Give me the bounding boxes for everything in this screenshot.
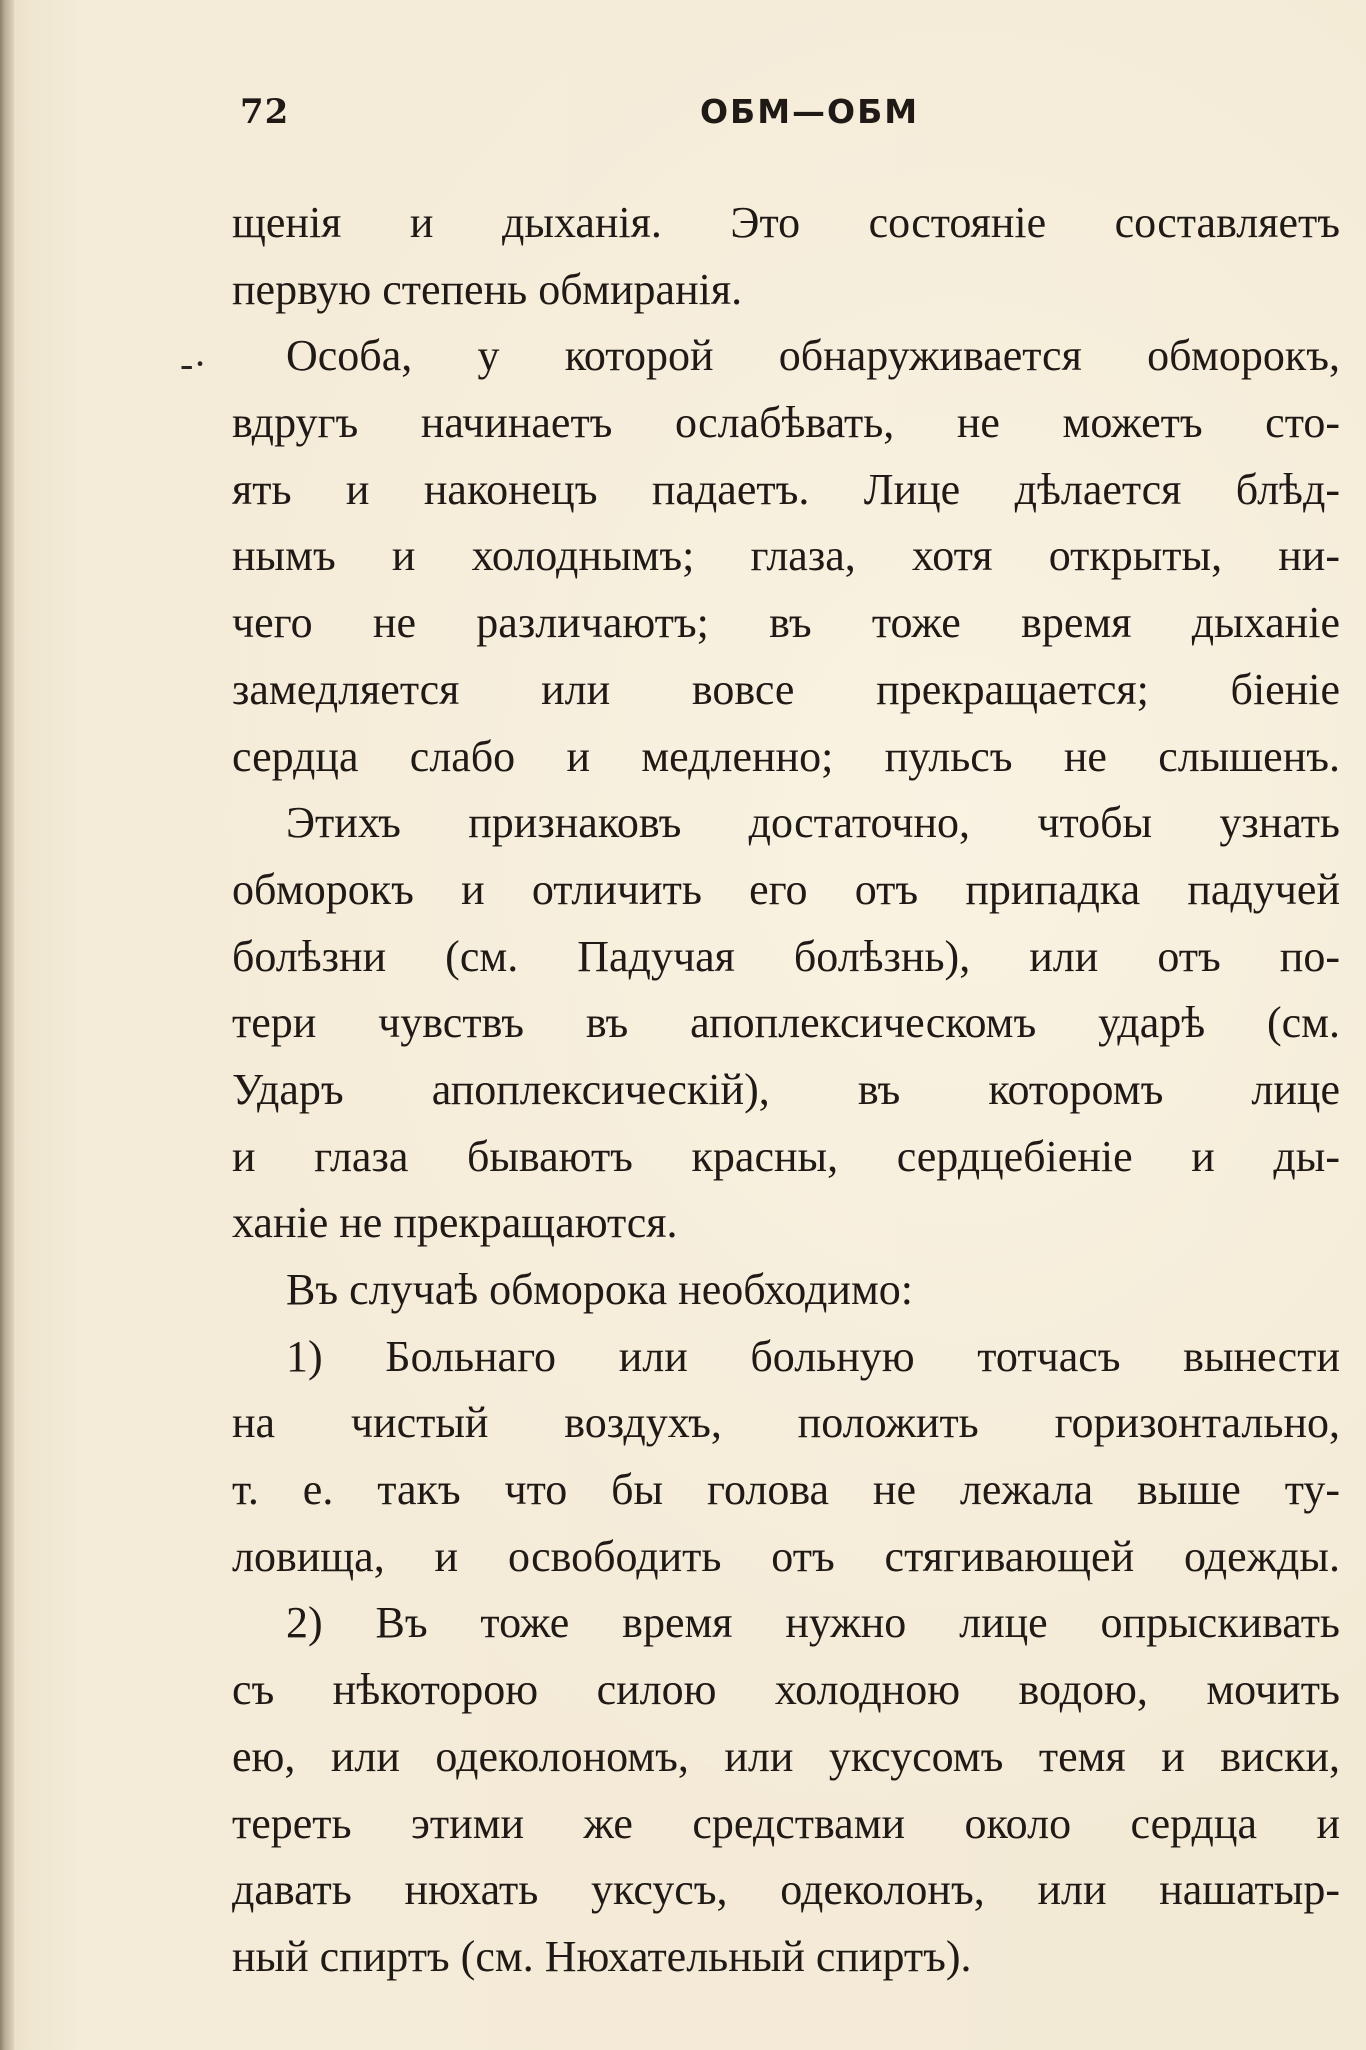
page-header [0, 92, 1366, 142]
text-line: обморокъ и отличить его отъ припадка падучей [232, 864, 1340, 914]
text-line: Особа, у которой обнаруживается обморокъ, [286, 331, 1340, 381]
text-line: вдругъ начинаетъ ослабѣвать, не можетъ сто- [232, 398, 1340, 448]
text-line: замедляется или вовсе прекращается; біеніе [232, 664, 1340, 714]
text-line: давать нюхать уксусъ, одеколонъ, или нашатыр- [232, 1865, 1340, 1915]
text-line: Ударъ апоплексическій), въ которомъ лице [232, 1064, 1340, 1114]
text-line: Въ случаѣ обморока необходимо: [286, 1265, 914, 1314]
text-line: болѣзни (см. Падучая болѣзнь), или отъ по- [232, 931, 1340, 981]
book-spine-edge [0, 0, 14, 2050]
text-line: т. е. такъ что бы голова не лежала выше ту- [232, 1465, 1340, 1515]
text-line: на чистый воздухъ, положить горизонтально, [232, 1398, 1340, 1448]
text-line: тереть этими же средствами около сердца и [232, 1798, 1340, 1848]
text-line: нымъ и холоднымъ; глаза, хотя открыты, ни- [232, 531, 1340, 581]
text-line: ханіе не прекращаются. [232, 1198, 678, 1248]
text-line: ловища, и освободить отъ стягивающей одежды. [232, 1531, 1340, 1581]
margin-mark: -· [180, 341, 207, 386]
text-line: первую степень обмиранія. [232, 264, 743, 314]
text-line: чего не различаютъ; въ тоже время дыханіе [232, 598, 1340, 648]
running-head: ОБМ—ОБМ [700, 92, 920, 131]
text-line: ный спиртъ (см. Нюхательный спиртъ). [232, 1931, 972, 1981]
text-line: щенія и дыханія. Это состояніе составляетъ [232, 198, 1340, 247]
text-line: тери чувствъ въ апоплексическомъ ударѣ (см. [232, 998, 1340, 1048]
body-text [232, 190, 1340, 1991]
text-line: сердца слабо и медленно; пульсъ не слышенъ. [232, 731, 1340, 781]
text-line: 1) Больнаго или больную тотчасъ вынести [286, 1331, 1340, 1381]
page-number: 72 [240, 92, 290, 132]
text-line: съ нѣкоторою силою холодною водою, мочить [232, 1665, 1340, 1715]
text-line: ею, или одеколономъ, или уксусомъ темя и виски, [232, 1731, 1340, 1781]
text-line: Этихъ признаковъ достаточно, чтобы узнать [286, 798, 1340, 848]
text-line: 2) Въ тоже время нужно лице опрыскивать [286, 1598, 1340, 1648]
text-line: и глаза бываютъ красны, сердцебіеніе и ды- [232, 1131, 1340, 1181]
text-line: ять и наконецъ падаетъ. Лице дѣлается блѣд- [232, 464, 1340, 514]
